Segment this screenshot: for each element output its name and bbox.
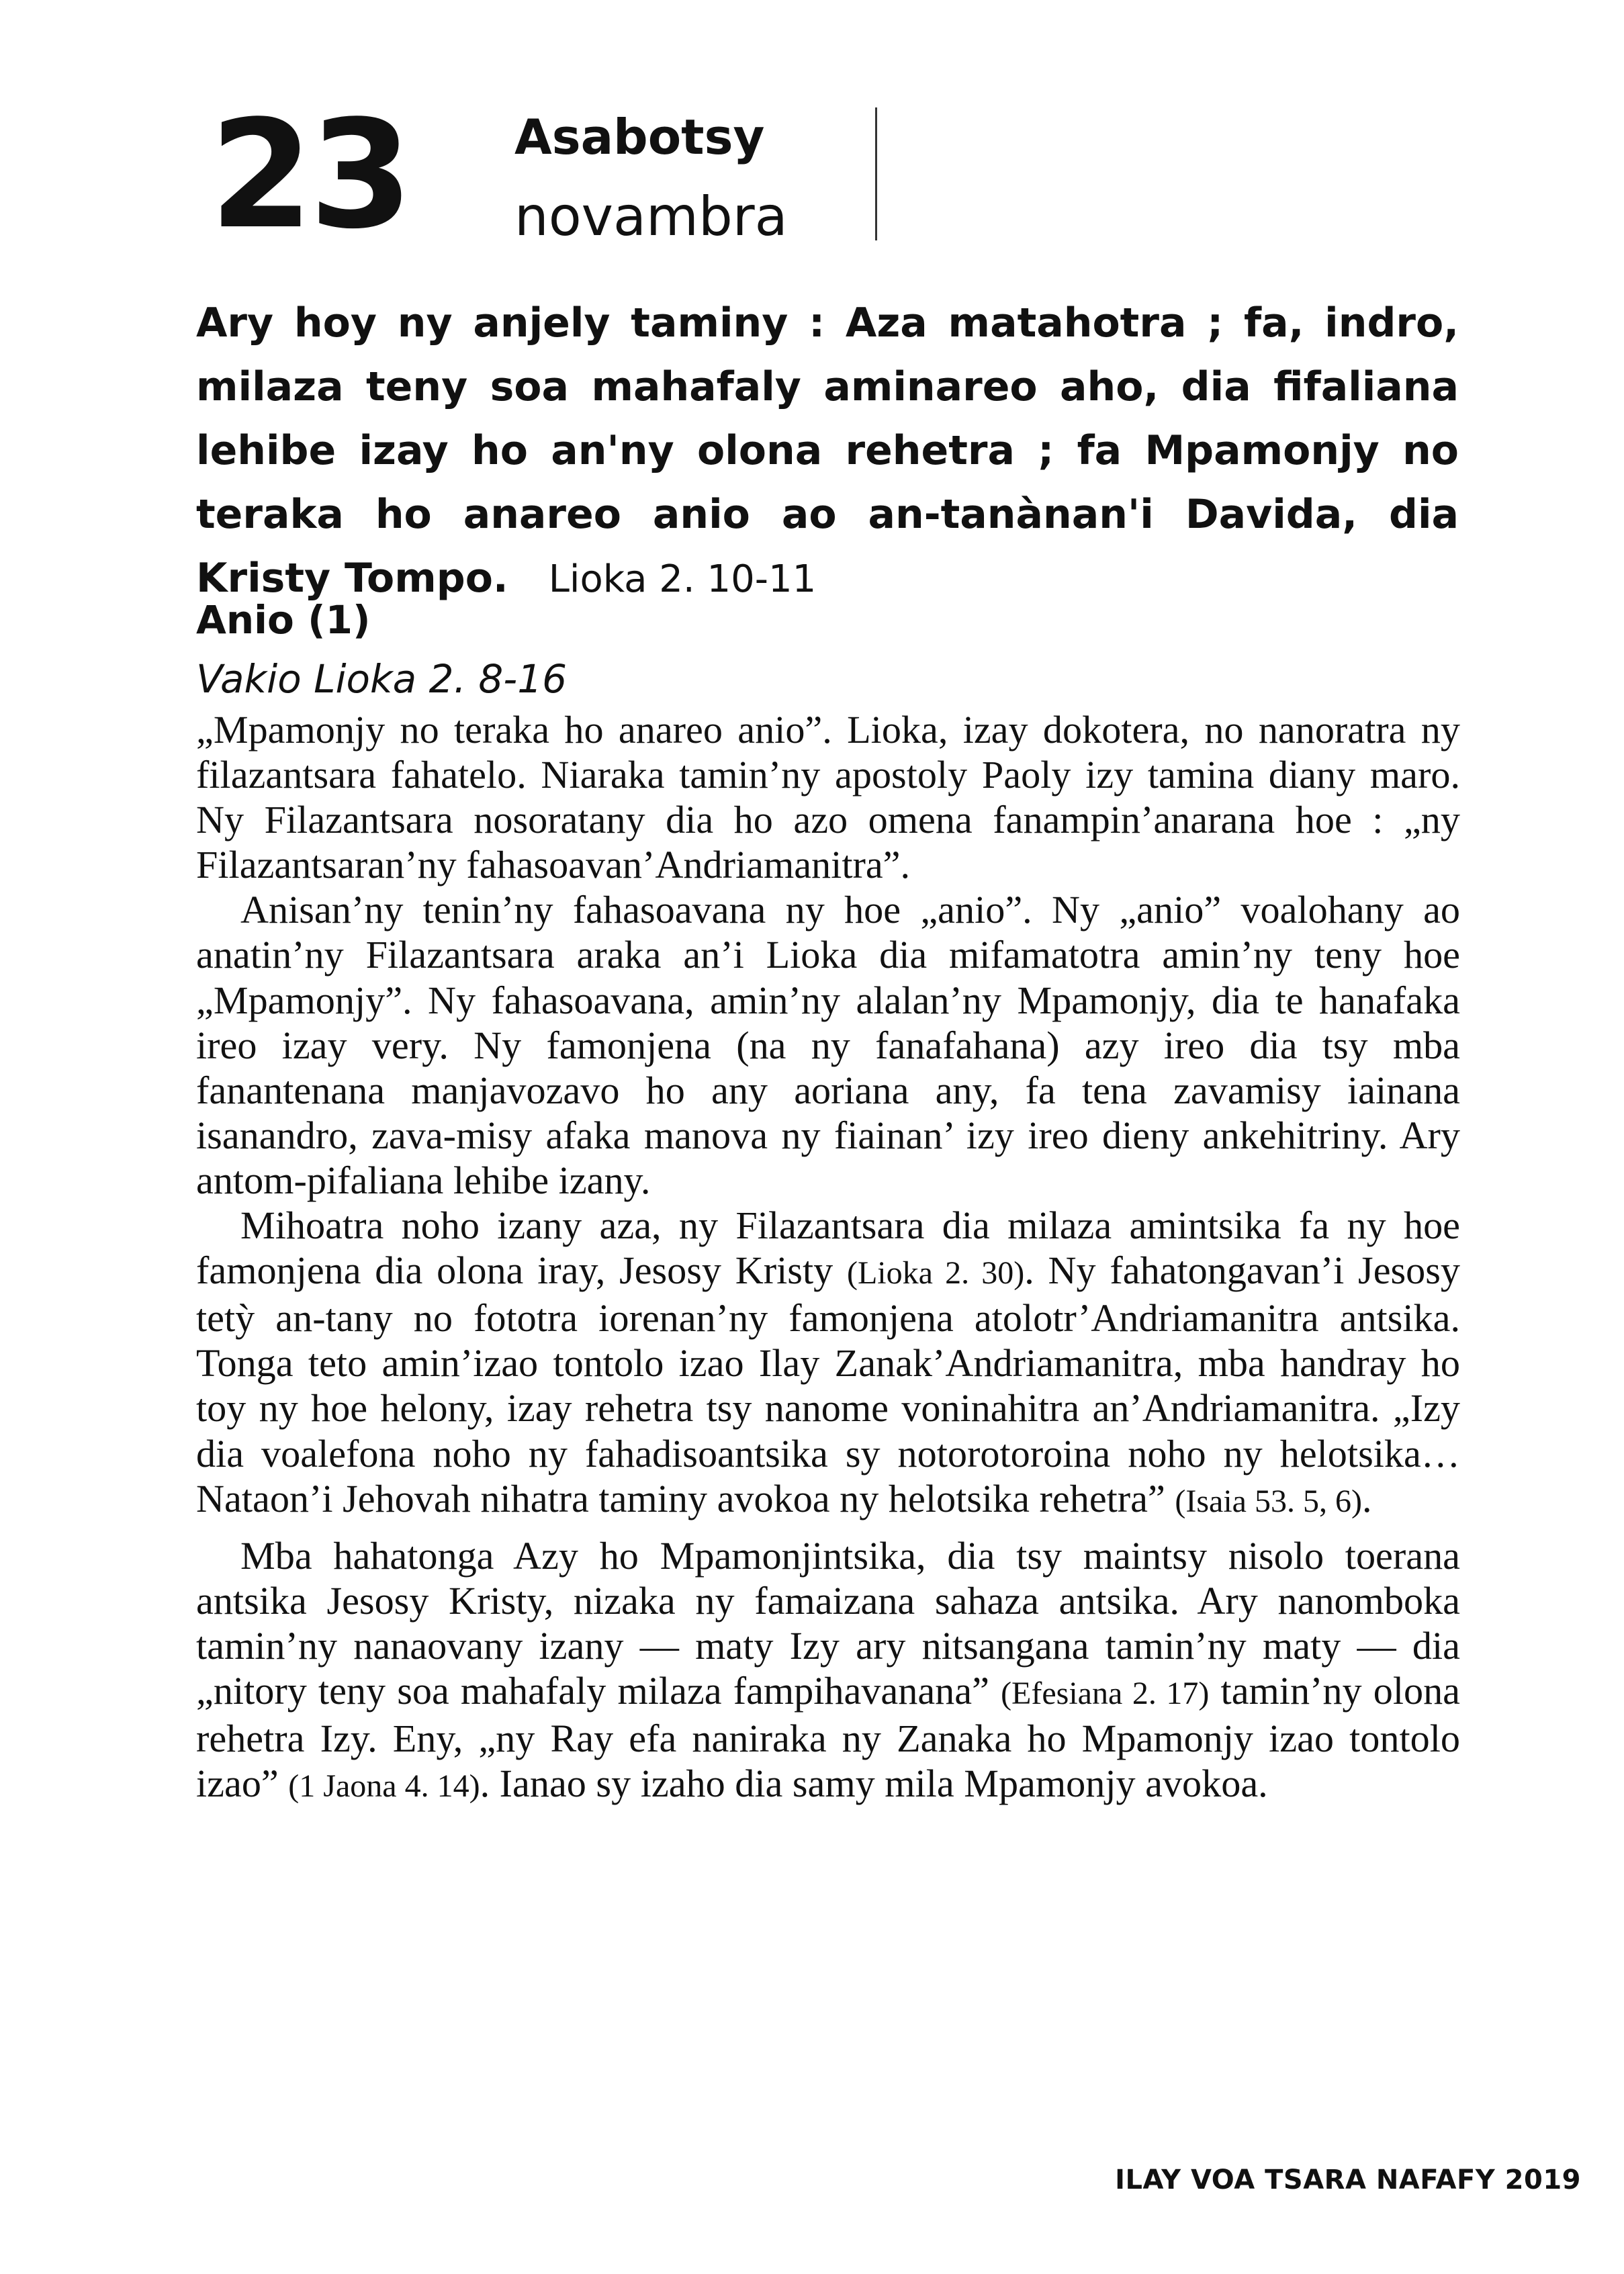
paragraph-4-text-a: Mba hahatonga Azy ho Mpamonjintsika, dia tsy maintsy nisolo toerana antsika Jesosy Kristy, nizaka ny famaizana sahaza antsika. Ary nanomboka tamin’ny nanaovany izany — maty Izy ary nitsangana tamin’ny maty — dia „nitory teny soa mahafaly milaza fampihavanana” — [196, 1533, 1460, 1713]
paragraph-3-text-a: Mihoatra noho izany aza, ny Filazantsara dia milaza amintsika fa ny hoe famonjena dia olona iray, Jesosy Kristy — [196, 1203, 1460, 1293]
reading-reference: Vakio Lioka 2. 8-16 — [196, 656, 568, 702]
paragraph-2: Anisan’ny tenin’ny fahasoavana ny hoe „anio”. Ny „anio” voalohany ao anatin’ny Filazantsara araka an’i Lioka dia mifamatotra amin’ny teny hoe „Mpamonjy”. Ny fahasoavana, amin’ny alalan’ny Mpamonjy, dia te hanafaka ireo izay very. Ny famonjena (na ny fanafahana) azy ireo dia tsy mba fanantenana manjavozavo ho any aoriana any, fa tena zavamisy iainana isanandro, zava-misy afaka manova ny fiainan’ izy ireo dieny ankehitriny. Ary antom-pifaliana lehibe izany. — [196, 888, 1460, 1202]
paragraph-4-ref-2: (1 Jaona 4. 14) — [288, 1768, 480, 1805]
day-name: Asabotsy — [514, 109, 765, 165]
body-text — [196, 707, 1460, 1809]
section-heading: Anio (1) — [196, 597, 371, 643]
verse-block — [196, 291, 1459, 611]
paragraph-4-text-c: . Ianao sy izaho dia samy mila Mpamonjy avokoa. — [480, 1762, 1268, 1806]
footer-publication: ILAY VOA TSARA NAFAFY 2019 — [1115, 2165, 1581, 2195]
paragraph-1: „Mpamonjy no teraka ho anareo anio”. Lioka, izay dokotera, no nanoratra ny filazantsara fahatelo. Niaraka tamin’ny apostoly Paoly izy tamina diany maro. Ny Filazantsara nosoratany dia ho azo omena fanampin’anarana hoe : „ny Filazantsaran’ny fahasoavan’Andriamanitra”. — [196, 708, 1460, 887]
paragraph-3-text-c: . — [1361, 1476, 1372, 1520]
verse-reference: Lioka 2. 10-11 — [548, 557, 817, 601]
verse-text: Ary hoy ny anjely taminy : Aza matahotra ; fa, indro, milaza teny soa mahafaly aminareo aho, dia fifaliana lehibe izay ho an'ny olona rehetra ; fa Mpamonjy no teraka ho anareo anio ao an-tanànan'i Davida, dia Kristy Tompo. — [196, 300, 1459, 602]
paragraph-4 — [196, 1533, 1460, 1809]
paragraph-3-ref-2: (Isaia 53. 5, 6) — [1175, 1483, 1362, 1519]
date-number: 23 — [210, 89, 409, 262]
paragraph-4-ref-1: (Efesiana 2. 17) — [1001, 1675, 1210, 1711]
paragraph-3-text-b: . Ny fahatongavan’i Jesosy tetỳ an-tany no fototra iorenan’ny famonjena atolotr’Andriamanitra antsika. Tonga teto amin’izao tontolo izao Ilay Zanak’Andriamanitra, mba handray ho toy ny hoe helony, izay rehetra tsy nanome voninahitra an’Andriamanitra. „Izy dia voalefona noho ny fahadisoantsika sy notorotoroina noho ny helotsika… Nataon’i Jehovah nihatra taminy avokoa ny helotsika rehetra” — [196, 1248, 1460, 1520]
header-divider — [875, 107, 877, 240]
paragraph-3-ref-1: (Lioka 2. 30) — [846, 1255, 1025, 1291]
month-name: novambra — [514, 185, 788, 248]
paragraph-4-text-b: tamin’ny olona rehetra Izy. Eny, „ny Ray efa naniraka ny Zanaka ho Mpamonjy izao tontolo izao” — [196, 1668, 1461, 1806]
paragraph-3 — [196, 1203, 1460, 1524]
